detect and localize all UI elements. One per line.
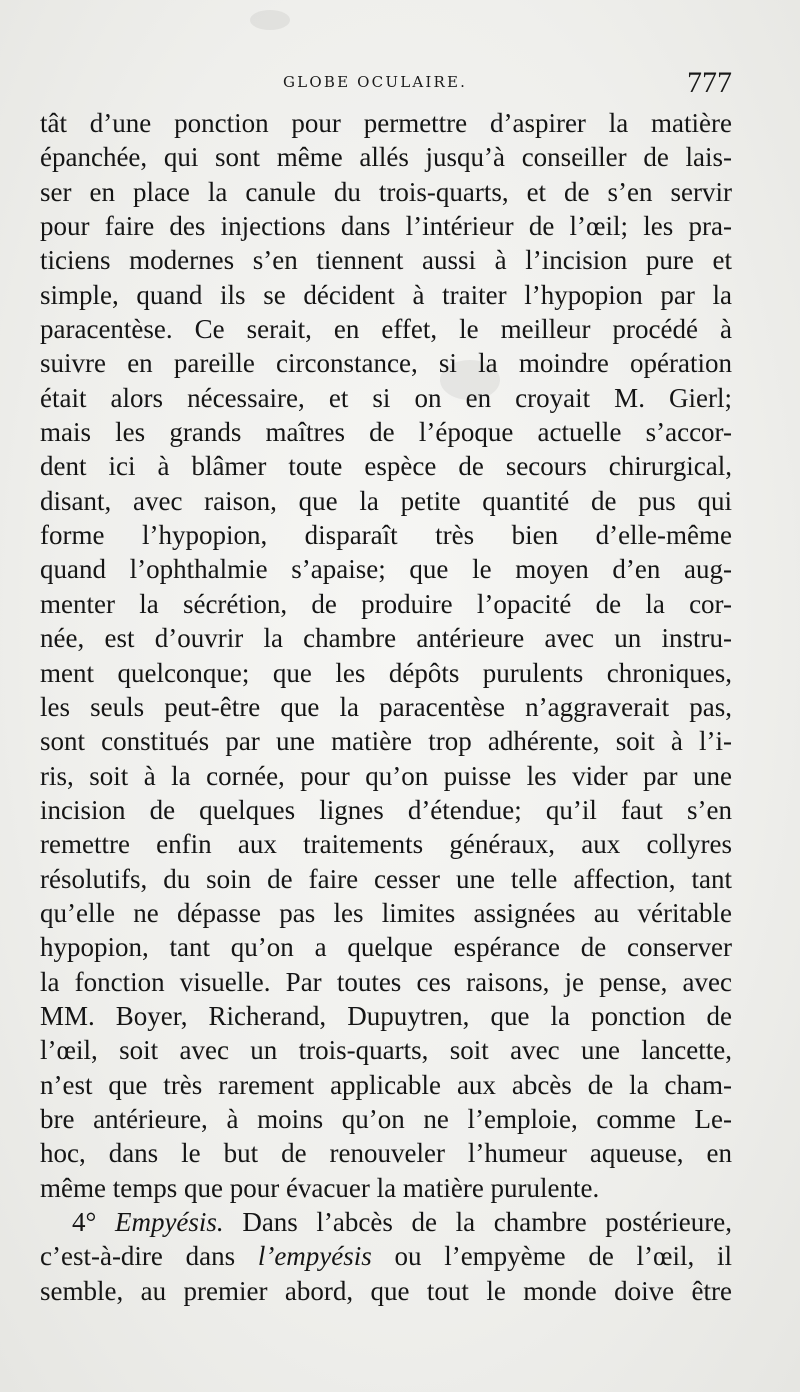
text-line xyxy=(40,1239,732,1273)
text-line: ment quelconque; que les dépôts purulents chroniques, xyxy=(40,657,732,688)
text-line: suivre en pareille circonstance, si la moindre opération xyxy=(40,348,732,379)
text-line: forme l’hypopion, disparaît très bien d’elle-même xyxy=(40,520,732,551)
text-line: sont constitués par une matière trop adhérente, soit à l’i- xyxy=(40,726,732,757)
page-header xyxy=(0,66,800,100)
text-line: épanchée, qui sont même allés jusqu’à conseiller de lais- xyxy=(40,142,732,173)
text-line: l’œil, soit avec un trois-quarts, soit avec une lancette, xyxy=(40,1035,732,1066)
body-text xyxy=(40,106,732,1308)
text-line: ris, soit à la cornée, pour qu’on puisse les vider par une xyxy=(40,760,732,791)
text-line: remettre enfin aux traitements généraux, aux collyres xyxy=(40,829,732,860)
page-number: 777 xyxy=(687,66,732,99)
text-line: hoc, dans le but de renouveler l’humeur aqueuse, en xyxy=(40,1138,732,1169)
running-title: GLOBE OCULAIRE. xyxy=(283,73,468,91)
section-term: Empyésis. xyxy=(114,1207,224,1237)
text-line: dent ici à blâmer toute espèce de secours chirurgical, xyxy=(40,451,732,482)
text-line: n’est que très rarement applicable aux abcès de la cham- xyxy=(40,1069,732,1100)
text-line: quand l’ophthalmie s’apaise; que le moyen d’en aug- xyxy=(40,554,732,585)
text-line: semble, au premier abord, que tout le monde doive être xyxy=(40,1275,732,1306)
section-text: c’est-à-dire dans xyxy=(40,1241,258,1272)
text-line: la fonction visuelle. Par toutes ces raisons, je pense, avec xyxy=(40,966,732,997)
text-line: bre antérieure, à moins qu’on ne l’emploie, comme Le- xyxy=(40,1103,732,1134)
text-line: qu’elle ne dépasse pas les limites assignées au véritable xyxy=(40,897,732,928)
section-text: Dans l’abcès de la chambre postérieure, xyxy=(223,1207,733,1237)
paper-smudge xyxy=(250,10,290,30)
text-line: ticiens modernes s’en tiennent aussi à l’incision pure et xyxy=(40,245,732,276)
section-term: l’empyésis xyxy=(257,1241,372,1272)
text-line: incision de quelques lignes d’étendue; qu’il faut s’en xyxy=(40,794,732,825)
text-line: les seuls peut-être que la paracentèse n’aggraverait pas, xyxy=(40,691,732,722)
text-line: était alors nécessaire, et si on en croyait M. Gierl; xyxy=(40,382,732,413)
text-line: MM. Boyer, Richerand, Dupuytren, que la ponction de xyxy=(40,1000,732,1031)
section-heading-line xyxy=(40,1205,732,1239)
section-text: ou l’empyème de l’œil, il xyxy=(371,1241,733,1272)
text-line: ser en place la canule du trois-quarts, et de s’en servir xyxy=(40,176,732,207)
text-line: pour faire des injections dans l’intérieur de l’œil; les pra- xyxy=(40,211,732,242)
text-line: mais les grands maîtres de l’époque actuelle s’accor- xyxy=(40,417,732,448)
text-line: résolutifs, du soin de faire cesser une telle affection, tant xyxy=(40,863,732,894)
section-number: 4° xyxy=(72,1207,97,1237)
text-line: née, est d’ouvrir la chambre antérieure avec un instru- xyxy=(40,623,732,654)
text-line: simple, quand ils se décident à traiter l’hypopion par la xyxy=(40,279,732,310)
text-line: disant, avec raison, que la petite quantité de pus qui xyxy=(40,485,732,516)
text-line: menter la sécrétion, de produire l’opacité de la cor- xyxy=(40,588,732,619)
text-line: hypopion, tant qu’on a quelque espérance de conserver xyxy=(40,932,732,963)
text-line: paracentèse. Ce serait, en effet, le meilleur procédé à xyxy=(40,314,732,345)
text-line: même temps que pour évacuer la matière purulente. xyxy=(40,1172,600,1203)
text-line: tât d’une ponction pour permettre d’aspirer la matière xyxy=(40,108,732,138)
